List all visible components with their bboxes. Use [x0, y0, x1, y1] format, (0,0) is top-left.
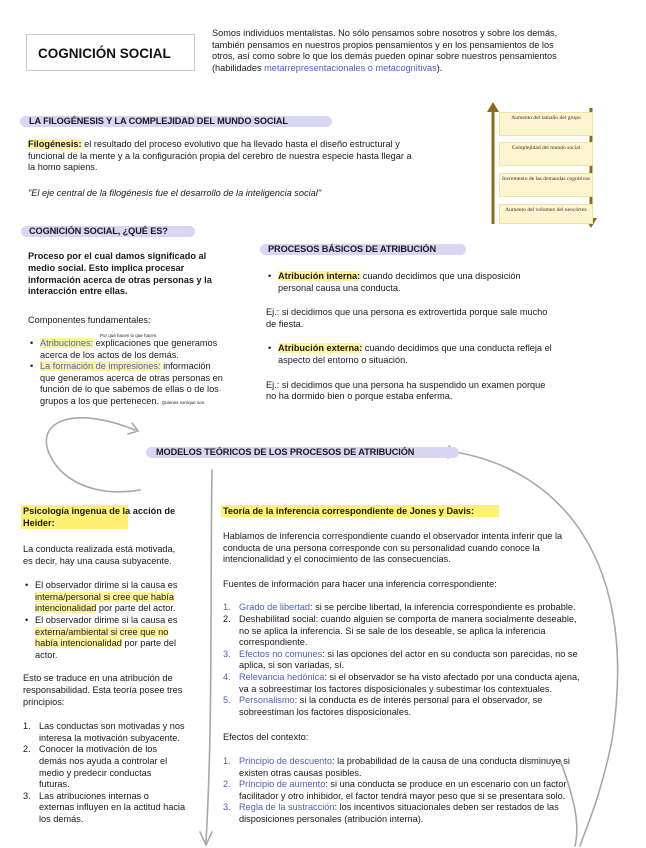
intro-line [212, 63, 624, 75]
contexto-item [223, 756, 623, 779]
item-text: : la probabilidad de la causa de una conducta disminuye si [331, 755, 570, 766]
fuente-item [223, 602, 623, 614]
fuente-item [223, 649, 623, 672]
diagram-box-cognitive-demand: Incremento de las demandas cognitivas [499, 173, 593, 197]
intro-text: ). [436, 62, 443, 73]
bullet-line: actor. [35, 649, 58, 660]
jones-heading: Teoría de la inferencia correspondiente de Jones y Davis: [223, 506, 475, 516]
definition-line: información acerca de otras personas y la [28, 274, 212, 285]
principle-line: demás nos ayuda a controlar el [39, 755, 168, 766]
externa-term: Atribución externa: [278, 343, 363, 354]
principle-line: externas influyen en la actitud hacia [39, 802, 186, 813]
item-line: correspondiente. [239, 637, 308, 648]
item-text: cuando decidimos que una conducta refleja el [362, 343, 552, 354]
item-line: Deshabilitad social: cuando alguien se comporta de manera socialmente deseable, [239, 613, 577, 624]
example-line: no ha dormido bien o porque estaba enferma. [266, 391, 453, 402]
definition-line: funcional de la mente y a la configuración propia del cerebro de nuestra especie hasta llegar a [28, 150, 412, 161]
bullet-text: por parte del [121, 638, 176, 649]
fuente-term: Personalismo [239, 695, 295, 706]
impresiones-term: La formación de impresiones: [40, 361, 161, 372]
resp-line: responsabilidad. Esta teoría posee tres [23, 684, 183, 695]
resp-line: principios: [23, 696, 65, 707]
definition-line: interacción entre ellas. [28, 286, 128, 297]
heading-line: Psicología ingenua de la acción de [23, 506, 176, 516]
components-label: Componentes fundamentales: [28, 315, 151, 325]
item-line: aspecto del entorno o situación. [278, 354, 408, 365]
fuente-item [223, 672, 623, 695]
bullet-line: • El observador dirime si la causa es [35, 580, 178, 591]
handwritten-note: Por qué hacen lo que hacen [100, 333, 157, 338]
item-line: aplica, si son variadas, sí. [239, 660, 345, 671]
item-line: va a sobreestimar los factores disposicionales y subestimar los contextuales. [239, 683, 553, 694]
principle-line: medio y predecir conductas [39, 767, 152, 778]
item-line: acerca de los actos de los demás. [40, 349, 179, 360]
principle-item [23, 744, 203, 790]
principle-line: futuras. [39, 779, 70, 790]
item-line: función de lo que sabemos de ellas o de los [40, 384, 219, 395]
item-text: explicaciones que generamos [93, 338, 218, 348]
principle-number: 1. [23, 721, 31, 732]
contexto-label: Efectos del contexto: [223, 732, 309, 743]
atribucion-interna-item [266, 271, 596, 294]
interna-term: Atribución interna: [278, 271, 361, 281]
jones-content [223, 531, 623, 825]
component-item [28, 361, 268, 407]
cognicion-definition [28, 251, 258, 298]
principle-item [23, 721, 203, 744]
heider-heading [23, 506, 203, 529]
item-line: facilitador y otro inhibidor, el factor tendrá mayor peso que si se presentara solo. [239, 790, 566, 801]
principle-number: 3. [23, 790, 31, 801]
item-number: 1. [223, 602, 231, 613]
principle-line: Las conductas son motivadas y nos [39, 721, 185, 732]
highlighted-text: externa/ambiental si cree que no [35, 626, 169, 637]
fuente-item [223, 614, 623, 649]
contexto-item [223, 802, 623, 825]
highlighted-text: había intencionalidad [35, 638, 122, 649]
item-text: información [160, 361, 211, 372]
definition-line: Proceso por el cual damos significado al [28, 251, 207, 261]
components-list [28, 338, 268, 408]
item-number: 2. [223, 613, 231, 624]
item-line: sobreestiman los factores disposicionales. [239, 706, 412, 717]
intro-line: conducta de una persona corresponde con su personalidad cuando conoce la [223, 542, 540, 553]
item-line: no se aplica la inferencia. Si se sale de los deseable, se aplica la inferencia [239, 625, 546, 636]
principle-item [23, 791, 203, 826]
filogenesis-definition [28, 139, 473, 174]
intro-paragraph [212, 28, 624, 74]
atribuciones-term: Atribuciones: [40, 338, 94, 348]
diagram-box-neocortex: Aumento del volumen del neocórtex [499, 204, 593, 224]
modelos-heading: MODELOS TEÓRICOS DE LOS PROCESOS DE ATRIBUCIÓN [156, 447, 415, 457]
item-text: : los incentivos situacionales deben ser restados de las [334, 802, 559, 813]
contexto-term: Principio de descuento [239, 755, 332, 766]
item-number: 5. [223, 695, 231, 706]
que-es-heading: COGNICIÓN SOCIAL, ¿QUÉ ES? [29, 226, 168, 236]
heider-content [23, 544, 203, 825]
item-number: 1. [223, 755, 231, 766]
item-number: 2. [223, 779, 231, 790]
page-title: COGNICIÓN SOCIAL [38, 46, 171, 61]
filogenesis-term: Filogénesis: [28, 139, 82, 149]
heading-line: Heider: [23, 517, 55, 528]
principle-line: interesa la motivación subyacente. [39, 732, 180, 743]
contexto-term: Regla de la sustracción [239, 802, 335, 813]
fuente-item [223, 695, 623, 718]
heider-bullet [23, 580, 203, 615]
definition-line [28, 139, 473, 151]
item-number: 4. [223, 671, 231, 682]
procesos-heading: PROCESOS BÁSICOS DE ATRIBUCIÓN [268, 244, 437, 254]
diagram-box-group-size: Aumento del tamaño del grupo [499, 112, 593, 136]
example-line: Ej.: si decidimos que una persona ha suspendido un examen porque [266, 379, 546, 390]
metacognitive-link: metarrepresentacionales o metacognitivas [264, 62, 437, 73]
fuentes-label: Fuentes de información para hacer una inferencia correspondiente: [223, 578, 497, 589]
procesos-content [266, 271, 596, 403]
intro-line: Hablamos de inferencia correspondiente cuando el observador intenta inferir que la [223, 531, 563, 541]
intro-line: es decir, hay una causa subyacente. [23, 555, 172, 566]
diagram-box-social-complexity: Complejidad del mundo social [499, 142, 593, 166]
item-line: personal causa una conducta. [278, 282, 401, 293]
intro-line: Somos individuos mentalistas. No sólo pensamos sobre nosotros y sobre los demás, [212, 28, 558, 38]
intro-line: intencionalidad y el conocimiento de las consecuencias. [223, 554, 451, 565]
fuente-term: Efectos no comunes [239, 648, 323, 659]
intro-line: también pensamos en nuestros propios pensamientos y en los pensamientos de los [212, 39, 554, 50]
fuente-term: Relevancia hedónica [239, 671, 325, 682]
item-text: cuando decidimos que una disposición [360, 271, 521, 281]
component-item [28, 338, 268, 361]
atribucion-externa-item [266, 343, 596, 366]
item-number: 3. [223, 802, 231, 813]
resp-line: Esto se traduce en una atribución de [23, 673, 173, 684]
principle-number: 2. [23, 744, 31, 755]
item-text: : si las opciones del actor en su conducta son parecidas, no se [322, 648, 578, 659]
bullet-text: por parte del actor. [96, 603, 176, 614]
heider-bullet [23, 615, 203, 661]
item-text: : si la conducta es de interés personal para el observador, se [294, 695, 543, 706]
item-text: : si el observador se ha visto afectado por una conducta ajena, [324, 671, 580, 682]
principle-line: Las atribuciones internas o [39, 790, 149, 801]
highlighted-text: intencionalidad [35, 603, 97, 614]
fuente-term: Grado de libertad [239, 602, 310, 613]
filogenesis-quote: "El eje central de la filogénesis fue el desarrollo de la inteligencia social" [28, 188, 322, 198]
example-line: Ej.: si decidimos que una persona es extrovertida porque sale mucho [266, 307, 548, 318]
item-text: : si se percibe libertad, la inferencia correspondiente es probable. [310, 602, 576, 613]
contexto-item [223, 779, 623, 802]
bullet-line: • El observador dirime si la causa es [35, 614, 178, 625]
filogenesis-heading: LA FILOGÉNESIS Y LA COMPLEJIDAD DEL MUNDO SOCIAL [29, 116, 288, 126]
principle-line: Conocer la motivación de los [39, 744, 157, 755]
item-line: existen otras causas posibles. [239, 767, 362, 778]
highlighted-text: interna/personal si cree que había [35, 591, 174, 602]
intro-line: La conducta realizada está motivada, [23, 544, 176, 554]
example-line: de fiesta. [266, 318, 304, 329]
definition-text: el resultado del proceso evolutivo que ha llevado hasta el diseño estructural y [81, 139, 400, 149]
contexto-term: Principio de aumento [239, 779, 326, 790]
definition-line: la homo sapiens. [28, 162, 98, 173]
principle-line: los demás. [39, 813, 84, 824]
handwritten-note: Quienes son/que son [161, 399, 205, 405]
item-line: que generamos acerca de otras personas en [40, 372, 223, 383]
intro-line: otros, así como sobre lo que los demás pueden opinar sobre nuestros pensamientos [212, 51, 557, 62]
title-box [26, 34, 195, 71]
item-text: : si una conducta se produce en un escenario con un factor [325, 779, 567, 790]
intro-text: (habilidades [212, 62, 265, 73]
item-line: grupos a los que pertenecen. Quienes son/que son [40, 395, 205, 406]
item-number: 3. [223, 648, 231, 659]
item-line: disposiciones personales (atribución interna). [239, 813, 424, 824]
definition-line: medio social. Esto implica procesar [28, 262, 185, 273]
